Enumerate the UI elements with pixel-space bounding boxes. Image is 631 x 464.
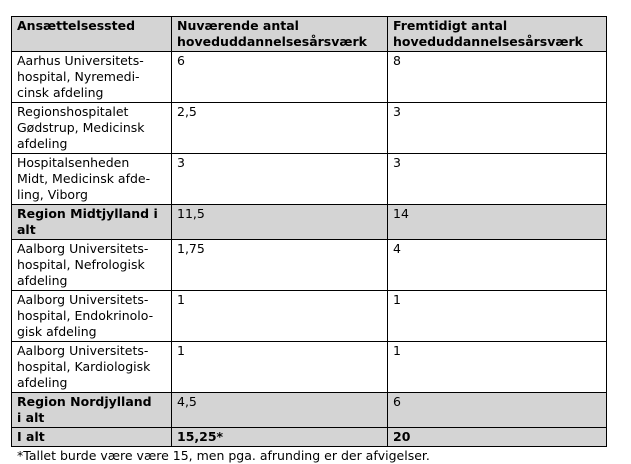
- subtotal-row: [12, 393, 607, 428]
- header-workplace-line: Ansættelsessted: [17, 18, 136, 33]
- future-count-cell: 8: [388, 52, 607, 103]
- header-future-count: [388, 17, 607, 52]
- table-row: [12, 240, 607, 291]
- workplace-line: Regionshospitalet: [17, 104, 129, 119]
- workplace-line: afdeling: [17, 273, 68, 288]
- table-body: [12, 52, 607, 447]
- table-row: [12, 154, 607, 205]
- future-count-cell: 6: [388, 393, 607, 428]
- workplace-line: Hospitalsenheden: [17, 155, 130, 170]
- current-count-cell: 11,5: [172, 205, 388, 240]
- workplace-cell: [12, 205, 172, 240]
- header-current-line: hoveduddannelsesårsværk: [177, 34, 367, 49]
- subtotal-row: [12, 205, 607, 240]
- training-positions-table: [11, 16, 607, 447]
- workplace-cell: [12, 154, 172, 205]
- header-future-line: hoveduddannelsesårsværk: [393, 34, 583, 49]
- workplace-line: Region Nordjylland: [17, 394, 152, 409]
- workplace-cell: [12, 393, 172, 428]
- current-count-cell: 6: [172, 52, 388, 103]
- future-count-cell: 1: [388, 342, 607, 393]
- header-workplace: [12, 17, 172, 52]
- current-count-cell: 3: [172, 154, 388, 205]
- workplace-line: gisk afdeling: [17, 324, 97, 339]
- header-current-line: Nuværende antal: [177, 18, 299, 33]
- workplace-line: ling, Viborg: [17, 187, 88, 202]
- footnote: *Tallet burde være være 15, men pga. afrunding er der afvigelser.: [17, 448, 430, 463]
- workplace-line: hospital, Kardiologisk: [17, 359, 151, 374]
- table-header-row: [12, 17, 607, 52]
- total-row: [12, 428, 607, 447]
- current-count-cell: 15,25*: [172, 428, 388, 447]
- table-row: [12, 52, 607, 103]
- workplace-cell: [12, 291, 172, 342]
- workplace-cell: [12, 342, 172, 393]
- current-count-cell: 4,5: [172, 393, 388, 428]
- header-future-line: Fremtidigt antal: [393, 18, 508, 33]
- current-count-cell: 2,5: [172, 103, 388, 154]
- table-row: [12, 103, 607, 154]
- future-count-cell: 20: [388, 428, 607, 447]
- document-body: [11, 16, 607, 464]
- workplace-line: afdeling: [17, 136, 68, 151]
- future-count-cell: 4: [388, 240, 607, 291]
- workplace-line: hospital, Nefrologisk: [17, 257, 145, 272]
- workplace-line: cinsk afdeling: [17, 85, 104, 100]
- current-count-cell: 1,75: [172, 240, 388, 291]
- workplace-line: Gødstrup, Medicinsk: [17, 120, 145, 135]
- workplace-line: Midt, Medicinsk afde-: [17, 171, 151, 186]
- current-count-cell: 1: [172, 342, 388, 393]
- workplace-line: Region Midtjylland i: [17, 206, 158, 221]
- workplace-line: Aalborg Universitets-: [17, 292, 149, 307]
- table-row: [12, 291, 607, 342]
- workplace-line: alt: [17, 222, 36, 237]
- workplace-line: hospital, Endokrinolo-: [17, 308, 154, 323]
- future-count-cell: 3: [388, 103, 607, 154]
- current-count-cell: 1: [172, 291, 388, 342]
- workplace-line: afdeling: [17, 375, 68, 390]
- workplace-line: hospital, Nyremedi-: [17, 69, 140, 84]
- header-current-count: [172, 17, 388, 52]
- workplace-line: Aalborg Universitets-: [17, 343, 149, 358]
- table-row: [12, 342, 607, 393]
- future-count-cell: 14: [388, 205, 607, 240]
- future-count-cell: 3: [388, 154, 607, 205]
- workplace-cell: [12, 52, 172, 103]
- workplace-line: I alt: [17, 429, 45, 444]
- workplace-cell: [12, 240, 172, 291]
- workplace-line: Aarhus Universitets-: [17, 53, 144, 68]
- workplace-cell: [12, 428, 172, 447]
- workplace-line: Aalborg Universitets-: [17, 241, 149, 256]
- future-count-cell: 1: [388, 291, 607, 342]
- workplace-cell: [12, 103, 172, 154]
- workplace-line: i alt: [17, 410, 45, 425]
